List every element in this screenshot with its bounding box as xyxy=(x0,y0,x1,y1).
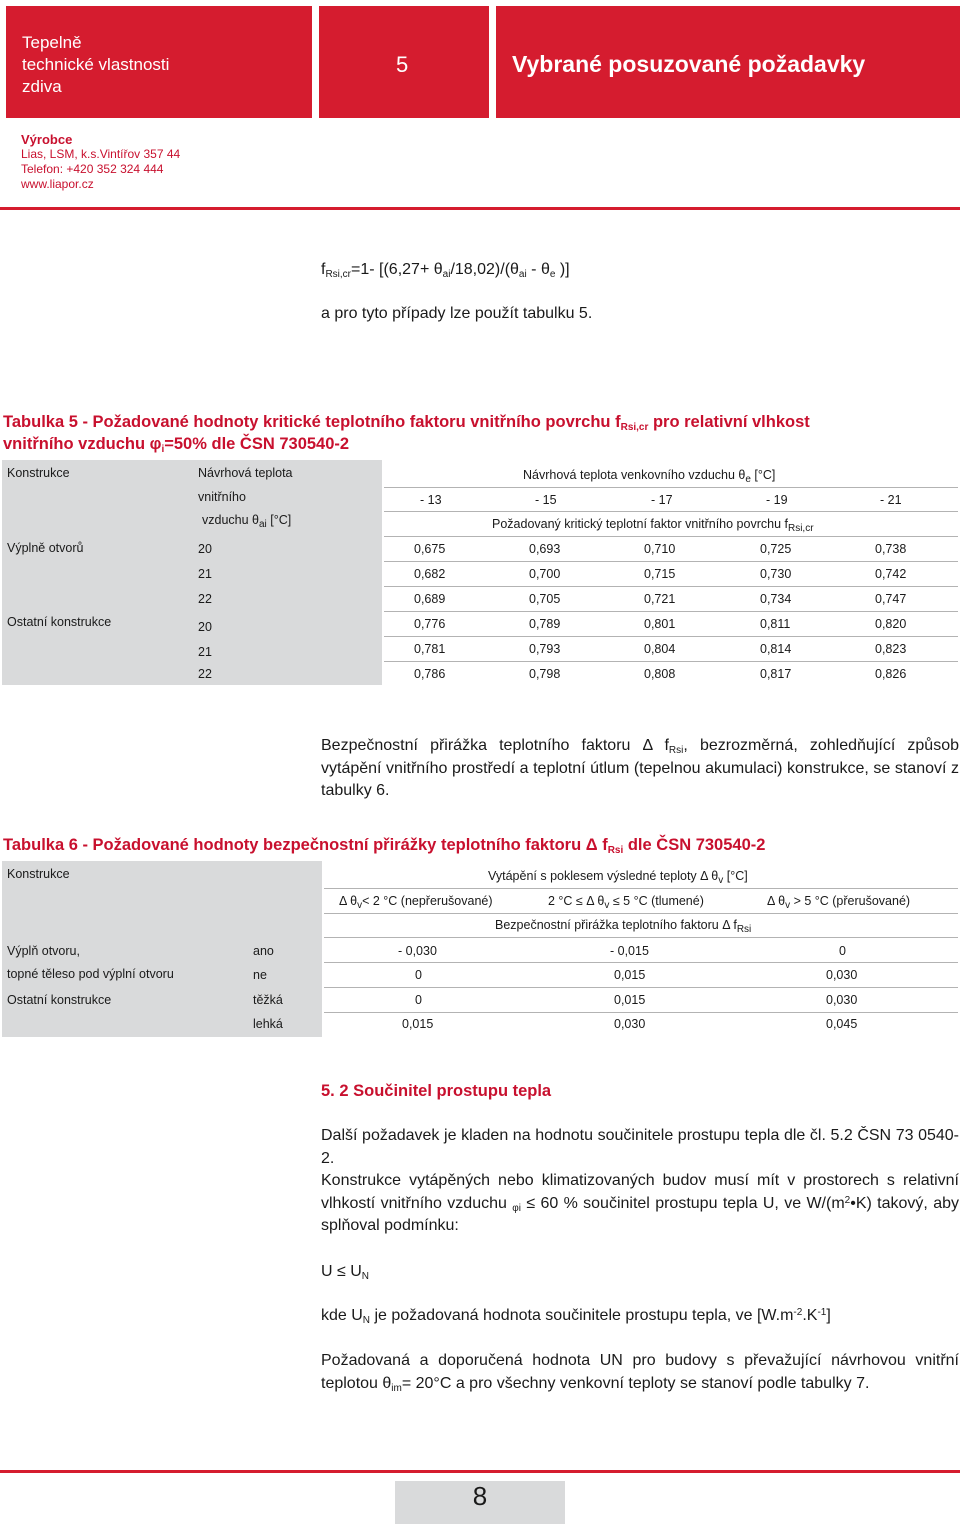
table-cell: 0,015 xyxy=(402,1017,434,1031)
row-sublabel: ano xyxy=(253,944,274,958)
heating-mode: 2 °C ≤ Δ $\theta_v \le 5$ °C (tlumené) xyxy=(548,894,704,911)
header-chapter-title xyxy=(496,6,960,118)
header-heating: Vytápění s poklesem výsledné teploty Δ $\theta_v$ [°C] xyxy=(488,869,748,886)
definition: kde $U_N$ je požadovaná hodnota součinitele prostupu tepla, ve $[W.m^{-2}.K^{-1}]$ xyxy=(321,1307,831,1326)
table-cell: 0,045 xyxy=(826,1017,858,1031)
table-cell: 0,030 xyxy=(826,968,858,982)
ext-temp: - 21 xyxy=(880,493,902,507)
ext-temp: - 13 xyxy=(420,493,442,507)
table-cell: 0 xyxy=(839,944,846,958)
table-cell: 0,742 xyxy=(875,567,907,581)
table-cell: 0,730 xyxy=(760,567,792,581)
header-design-temp: Návrhová teplota xyxy=(198,466,293,480)
table5 xyxy=(0,460,960,688)
table-cell: 0,689 xyxy=(414,592,446,606)
ext-temp: - 15 xyxy=(535,493,557,507)
table-cell: 0,798 xyxy=(529,667,561,681)
manufacturer-block xyxy=(21,132,180,192)
table-cell: - 0,030 xyxy=(398,944,437,958)
table-cell: 0 xyxy=(415,968,422,982)
indoor-temp: 20 xyxy=(198,620,212,634)
row-sublabel: ne xyxy=(253,968,267,982)
ext-temp: - 19 xyxy=(766,493,788,507)
table-cell: 0,015 xyxy=(614,993,646,1007)
section-title: 5. 2 Součinitel prostupu tepla xyxy=(321,1082,552,1100)
table-cell: 0,015 xyxy=(614,968,646,982)
table6-caption: Tabulka 6 - Požadované hodnoty bezpečnostní přirážky teplotního faktoru Δ $f_{Rsi}$ dle ČSN 730540-2 xyxy=(3,836,766,856)
table-cell: 0,826 xyxy=(875,667,907,681)
section-paragraph: Další požadavek je kladen na hodnotu součinitele prostupu tepla dle čl. 5.2 ČSN 73 0540-2. xyxy=(321,1127,959,1167)
header-safety-add: Bezpečnostní přirážka teplotního faktoru Δ $f_{Rsi}$ xyxy=(495,918,752,935)
safety-text: Bezpečnostní přirážka teplotního faktoru Δ $f_{Rsi}$, bezrozměrná, zohledňující způsob vytápění vnitřního prostředí a teplotní útlum (tepelnou akumulaci) konstrukce, se stanoví z tabulky 6. xyxy=(321,737,959,799)
indoor-temp: 21 xyxy=(198,567,212,581)
row-sublabel: těžká xyxy=(253,993,283,1007)
indoor-temp: 22 xyxy=(198,592,212,606)
table-cell: 0,786 xyxy=(414,667,446,681)
table-cell: 0,682 xyxy=(414,567,446,581)
intro-text: a pro tyto případy lze použít tabulku 5. xyxy=(321,305,593,322)
table-cell: 0,030 xyxy=(826,993,858,1007)
table-cell: 0,675 xyxy=(414,542,446,556)
header-design-temp-2: vnitřního xyxy=(198,490,246,504)
table-cell: 0,801 xyxy=(644,617,676,631)
table-cell: 0,793 xyxy=(529,642,561,656)
table-cell: 0,725 xyxy=(760,542,792,556)
table-cell: 0,820 xyxy=(875,617,907,631)
table-cell: 0,734 xyxy=(760,592,792,606)
manufacturer-phone: Telefon: +420 352 324 444 xyxy=(21,162,164,176)
row-label: Výplň otvoru, xyxy=(7,944,80,958)
table-cell: 0,721 xyxy=(644,592,676,606)
table-cell: 0,811 xyxy=(760,617,791,631)
table-cell: 0,808 xyxy=(644,667,676,681)
table-cell: - 0,015 xyxy=(610,944,649,958)
table-cell: 0,710 xyxy=(644,542,676,556)
table-cell: 0,030 xyxy=(614,1017,646,1031)
manufacturer-label: Výrobce xyxy=(21,132,73,147)
header-divider xyxy=(0,207,960,210)
table-cell: 0,814 xyxy=(760,642,792,656)
indoor-temp: 21 xyxy=(198,645,212,659)
row-label: Ostatní konstrukce xyxy=(7,993,112,1007)
footer-divider xyxy=(0,1470,960,1473)
group-name: Ostatní konstrukce xyxy=(7,615,112,629)
header-critical-factor: Požadovaný kritický teplotní faktor vnitřního povrchu $f_{Rsi,cr}$ xyxy=(492,517,814,534)
table-cell: 0,776 xyxy=(414,617,446,631)
table-cell: 0,705 xyxy=(529,592,561,606)
table-cell: 0,781 xyxy=(414,642,446,656)
header-design-temp-3: vzduchu $\theta_{ai}$ [°C] xyxy=(202,513,292,530)
header-konstrukce: Konstrukce xyxy=(7,466,70,480)
table5-label-background xyxy=(2,460,382,685)
condition: $U \le U_N$ xyxy=(321,1263,370,1282)
table-cell: 0 xyxy=(415,993,422,1007)
table-cell: 0,738 xyxy=(875,542,907,556)
header-konstrukce: Konstrukce xyxy=(7,867,70,881)
table-cell: 0,817 xyxy=(760,667,792,681)
chapter-number: 5 xyxy=(396,52,409,77)
page-number: 8 xyxy=(395,1481,565,1524)
header-section-title xyxy=(6,6,312,118)
manufacturer-web[interactable]: www.liapor.cz xyxy=(21,177,94,191)
row-label: topné těleso pod výplní otvoru xyxy=(7,967,174,981)
group-name: Výplně otvorů xyxy=(7,541,84,555)
indoor-temp: 22 xyxy=(198,667,212,681)
section-title-line: technické vlastnosti xyxy=(22,55,170,74)
table-cell: 0,804 xyxy=(644,642,676,656)
chapter-title: Vybrané posuzované požadavky xyxy=(512,51,866,77)
heating-mode: Δ $\theta_v > 5$ °C (přerušované) xyxy=(767,894,911,911)
formula: $f_{Rsi,cr}=1-$ [$(6,27+ \theta_{ai}/18,02)/(\theta_{ai} - \theta_e$ )] xyxy=(321,261,570,280)
row-sublabel: lehká xyxy=(253,1017,283,1031)
indoor-temp: 20 xyxy=(198,542,212,556)
table6 xyxy=(0,861,960,1041)
header-chapter-number xyxy=(319,6,489,118)
ext-temp: - 17 xyxy=(651,493,673,507)
section-title-line: zdiva xyxy=(22,77,62,96)
table-cell: 0,789 xyxy=(529,617,561,631)
table-cell: 0,823 xyxy=(875,642,907,656)
table-cell: 0,700 xyxy=(529,567,561,581)
header-outdoor-temp: Návrhová teplota venkovního vzduchu $\theta_e$ [°C] xyxy=(523,468,776,485)
heating-mode: Δ $\theta_v< 2$ °C (nepřerušované) xyxy=(339,894,493,911)
manufacturer-address: Lias, LSM, k.s.Vintířov 357 44 xyxy=(21,147,181,161)
table-cell: 0,693 xyxy=(529,542,561,556)
table5-caption: Tabulka 5 - Požadované hodnoty kritické teplotního faktoru vnitřního povrchu $f_{Rsi,cr}$ pro relativní vlhkost vnitřního vzduchu $\varphi_i=50\%$ dle ČSN 730540-2 xyxy=(3,413,810,455)
table-cell: 0,747 xyxy=(875,592,907,606)
table-cell: 0,715 xyxy=(644,567,676,581)
section-paragraph: Požadovaná a doporučená hodnota UN pro budovy s převažující návrhovou vnitřní teplotou $\theta_{im}= 20^\circ C$ a pro všechny venkovní teploty se stanoví podle tabulky 7. xyxy=(321,1352,959,1394)
section-paragraph: Konstrukce vytápěných nebo klimatizovaných budov musí mít v prostorech s relativní vlhkostí vnitřního vzduchu $_{\varphi i}$ ≤ 60 % součinitel prostupu tepla U, ve $W/(m^2•K)$ takový, aby splňoval podmínku: xyxy=(321,1172,959,1234)
section-title-line: Tepelně xyxy=(22,33,82,52)
